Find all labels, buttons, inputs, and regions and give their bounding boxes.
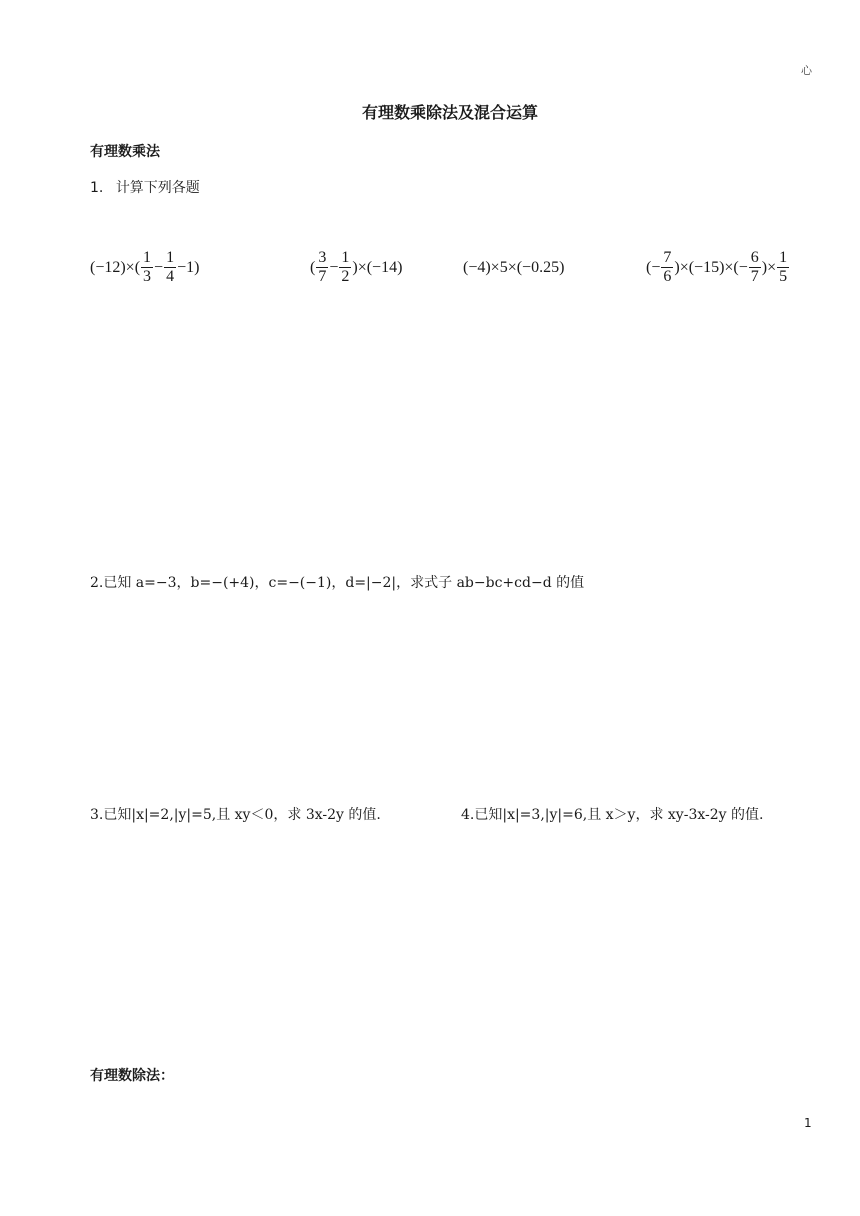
fraction: [749, 249, 761, 286]
expr3-text: (−4)×5×(−0.25): [463, 259, 565, 276]
numerator: 3: [318, 249, 327, 266]
question-1: [90, 177, 200, 197]
denominator: 7: [318, 268, 327, 285]
expr2-part: (: [310, 258, 316, 276]
numerator: 1: [143, 249, 152, 266]
expr2-part: )×(−14): [352, 258, 403, 276]
expr4-part: )×(−15)×(−: [674, 258, 748, 276]
question-4: 4.已知|x|=3,|y|=6,且 x＞y，求 xy-3x-2y 的值.: [461, 807, 764, 823]
page-number: 1: [804, 1116, 812, 1130]
fraction: [316, 249, 328, 286]
expr1-part: −1): [177, 258, 200, 276]
section-heading-multiplication: 有理数乘法: [90, 144, 160, 160]
denominator: 2: [341, 268, 350, 285]
fraction: [661, 249, 673, 286]
denominator: 5: [779, 268, 788, 285]
minus-sign: −: [154, 258, 164, 276]
denominator: 4: [166, 268, 175, 285]
expression-2: [310, 249, 402, 286]
expression-3: [463, 259, 564, 277]
denominator: 7: [750, 268, 759, 285]
fraction: [339, 249, 351, 286]
question-2: 2.已知 a=−3，b=−(+4)，c=−(−1)，d=|−2|，求式子 ab−bc+cd−d 的值: [90, 575, 585, 591]
corner-mark: 心: [801, 64, 812, 77]
fraction: [141, 249, 153, 286]
numerator: 7: [663, 249, 672, 266]
numerator: 1: [341, 249, 350, 266]
expression-4: [646, 249, 790, 286]
numerator: 6: [750, 249, 759, 266]
expression-1: [90, 249, 199, 286]
fraction: [164, 249, 176, 286]
denominator: 3: [143, 268, 152, 285]
numerator: 1: [166, 249, 175, 266]
section-heading-division: 有理数除法：: [90, 1068, 174, 1084]
numerator: 1: [779, 249, 788, 266]
minus-sign: −: [329, 258, 339, 276]
expr4-part: (−: [646, 258, 661, 276]
expr1-part: (−12)×(: [90, 258, 141, 276]
question-1-label: 1.: [90, 180, 104, 196]
expr4-part: )×: [761, 258, 777, 276]
page-title: 有理数乘除法及混合运算: [361, 103, 538, 122]
denominator: 6: [663, 268, 672, 285]
question-1-text: 计算下列各题: [115, 180, 200, 196]
fraction: [777, 249, 789, 286]
question-3: 3.已知|x|=2,|y|=5,且 xy＜0，求 3x-2y 的值.: [90, 807, 381, 823]
